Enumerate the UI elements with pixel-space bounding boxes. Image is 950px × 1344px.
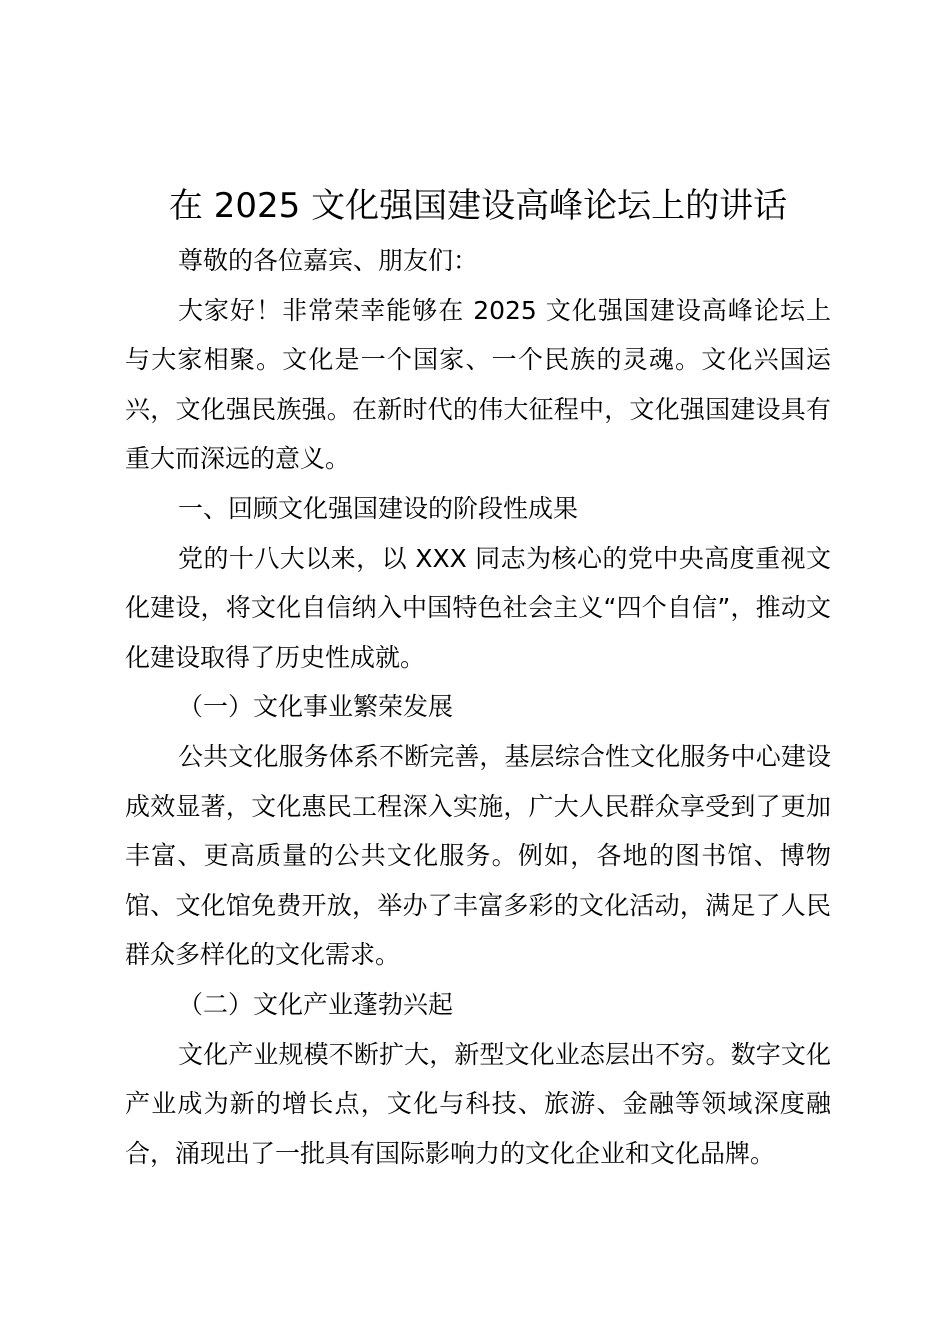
document-title: 在 2025 文化强国建设高峰论坛上的讲话 [168, 186, 788, 226]
subsection-heading: （二）文化产业蓬勃兴起 [178, 989, 454, 1019]
document-body [125, 236, 831, 1178]
section-heading: 一、回顾文化强国建设的阶段性成果 [178, 493, 579, 523]
greeting-paragraph: 尊敬的各位嘉宾、朋友们： [178, 246, 479, 275]
subsection-heading: （一）文化事业繁荣发展 [178, 692, 454, 722]
body-paragraph: 党的十八大以来，以 XXX 同志为核心的党中央高度重视文化建设，将文化自信纳入中国特色社会主义“四个自信”，推动文化建设取得了历史性成就。 [125, 543, 831, 672]
opening-paragraph: 大家好！非常荣幸能够在 2025 文化强国建设高峰论坛上与大家相聚。文化是一个国家、一个民族的灵魂。文化兴国运兴，文化强民族强。在新时代的伟大征程中，文化强国建设具有重大而深远的意义。 [125, 295, 831, 474]
body-paragraph: 文化产业规模不断扩大，新型文化业态层出不穷。数字文化产业成为新的增长点，文化与科技、旅游、金融等领域深度融合，涌现出了一批具有国际影响力的文化企业和文化品牌。 [125, 1039, 831, 1168]
body-paragraph: 公共文化服务体系不断完善，基层综合性文化服务中心建设成效显著，文化惠民工程深入实施，广大人民群众享受到了更加丰富、更高质量的公共文化服务。例如，各地的图书馆、博物馆、文化馆免费开放，举办了丰富多彩的文化活动，满足了人民群众多样化的文化需求。 [125, 741, 831, 970]
